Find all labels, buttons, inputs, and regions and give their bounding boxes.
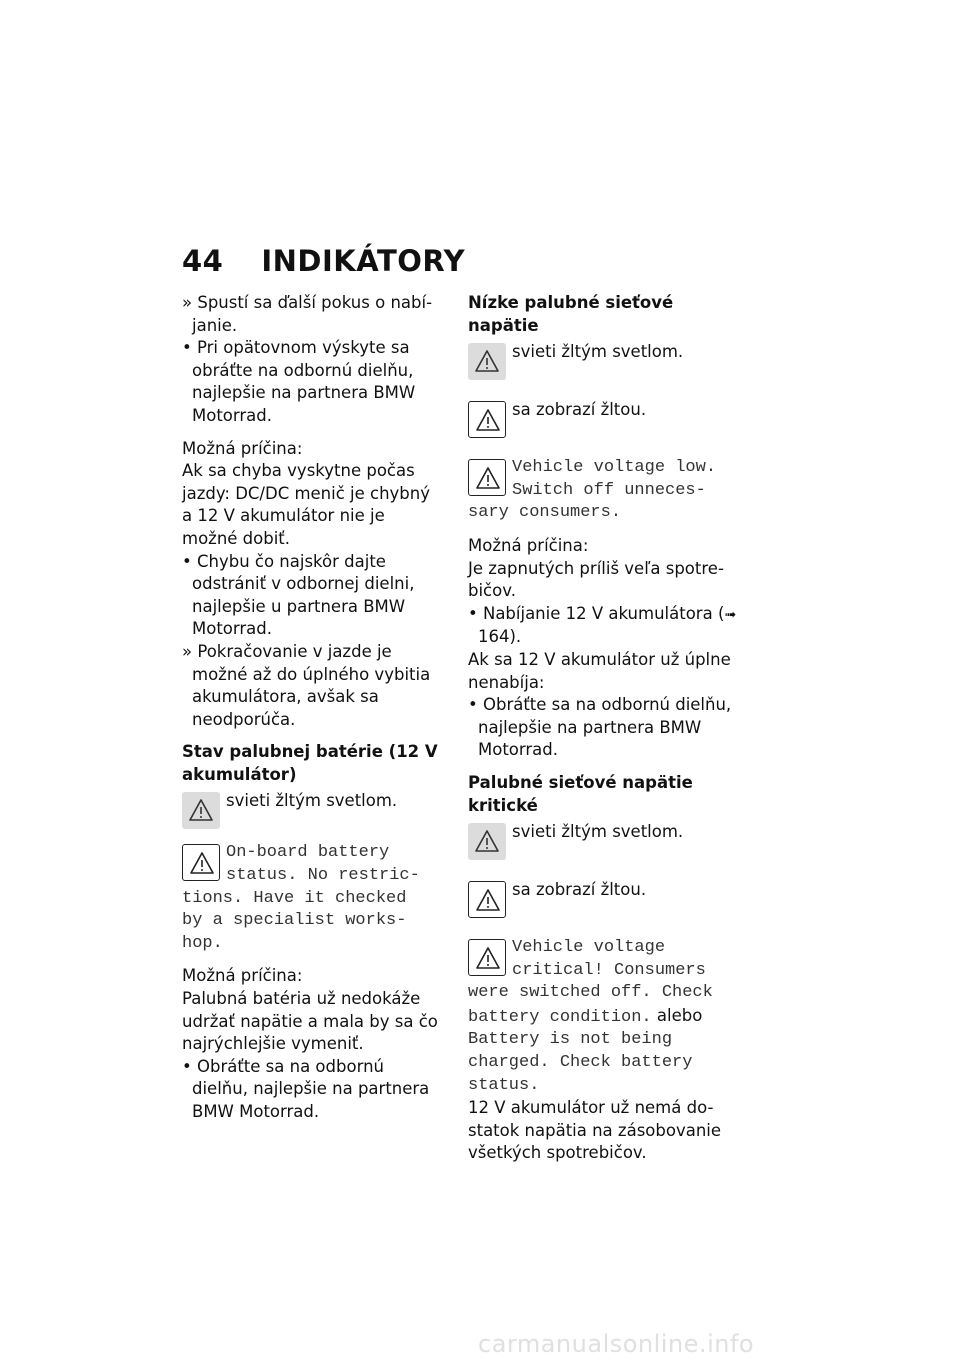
cause-label: Možná príčina: bbox=[468, 535, 589, 555]
indicator-row bbox=[468, 821, 743, 875]
section-heading: Palubné sieťové napätie kritické bbox=[468, 772, 693, 815]
explanation-text: 12 V akumulátor už nemá do-statok napätia na zásobovanie všetkých spotrebičov. bbox=[468, 1098, 722, 1163]
warning-triangle-icon bbox=[182, 792, 220, 829]
display-message: status. bbox=[468, 1075, 540, 1095]
left-column bbox=[182, 292, 444, 1124]
display-message: On-board battery bbox=[226, 843, 390, 863]
warning-triangle-icon bbox=[468, 823, 506, 860]
warning-triangle-icon bbox=[468, 881, 506, 918]
page-number: 44 bbox=[182, 244, 224, 278]
result-note: » Spustí sa ďalší pokus o nabí-janie. bbox=[182, 293, 433, 335]
page-title: INDIKÁTORY bbox=[261, 244, 466, 278]
display-message: were switched off. Check bbox=[468, 983, 713, 1003]
indicator-text: svieti žltým svetlom. bbox=[512, 822, 684, 842]
display-message: Battery is not being bbox=[468, 1030, 673, 1050]
cause-text: Je zapnutých príliš veľa spotre-bičov. bbox=[468, 558, 724, 601]
bullet-item: • Chybu čo najskôr dajte odstrániť v odbornej dielni, najlepšie u partnera BMW Motorrad. bbox=[182, 551, 415, 639]
condition-text: Ak sa 12 V akumulátor už úplne nenabíja: bbox=[468, 649, 731, 692]
indicator-row bbox=[468, 879, 743, 933]
display-message: hop. bbox=[182, 933, 223, 953]
display-message: battery condition. alebo bbox=[468, 1005, 703, 1027]
cause-label: Možná príčina: bbox=[182, 438, 303, 458]
indicator-text: sa zobrazí žltou. bbox=[512, 880, 647, 900]
indicator-text: sa zobrazí žltou. bbox=[512, 400, 647, 420]
display-message: Vehicle voltage low. bbox=[512, 458, 717, 478]
display-message: critical! Consumers bbox=[512, 960, 706, 980]
indicator-row bbox=[182, 842, 444, 955]
warning-triangle-icon bbox=[468, 939, 506, 976]
bullet-item: • Obráťte sa na odbornú dielňu, najlepšie na partnera BMW Motorrad. bbox=[182, 1056, 430, 1121]
watermark: carmanualsonline.info bbox=[478, 1330, 755, 1358]
bullet-item: • Nabíjanie 12 V akumulátora (➟ 164). bbox=[468, 603, 736, 647]
display-message: by a specialist works- bbox=[182, 911, 407, 931]
indicator-row bbox=[468, 399, 743, 453]
cause-text: Ak sa chyba vyskytne počas jazdy: DC/DC menič je chybný a 12 V akumulátor nie je možné dobiť. bbox=[182, 461, 431, 548]
indicator-text: svieti žltým svetlom. bbox=[226, 791, 398, 811]
connector-text: alebo bbox=[651, 1005, 703, 1025]
display-message: sary consumers. bbox=[468, 503, 622, 523]
result-note: » Pokračovanie v jazde je možné až do úplného vybitia akumulátora, avšak sa neodporúča. bbox=[182, 641, 431, 729]
section-heading: Stav palubnej batérie (12 V akumulátor) bbox=[182, 742, 438, 784]
section-heading: Nízke palubné sieťové napätie bbox=[468, 293, 674, 335]
display-message: Vehicle voltage bbox=[512, 938, 666, 958]
display-message: tions. Have it checked bbox=[182, 888, 407, 908]
indicator-row bbox=[468, 341, 743, 395]
warning-triangle-icon bbox=[468, 343, 506, 380]
bullet-item: • Obráťte sa na odbornú dielňu, najlepšie na partnera BMW Motorrad. bbox=[468, 695, 732, 760]
indicator-row bbox=[182, 790, 444, 838]
cause-label: Možná príčina: bbox=[182, 966, 303, 986]
right-column bbox=[468, 292, 743, 1165]
page-header bbox=[182, 244, 465, 278]
bullet-item: • Pri opätovnom výskyte sa obráťte na odbornú dielňu, najlepšie na partnera BMW Motorrad. bbox=[182, 338, 416, 425]
cause-text: Palubná batéria už nedokáže udržať napätie a mala by sa čo najrýchlejšie vymeniť. bbox=[182, 989, 438, 1054]
display-message: Switch off unneces- bbox=[512, 480, 706, 500]
warning-triangle-icon bbox=[182, 844, 220, 881]
display-message: status. No restric- bbox=[226, 866, 420, 886]
indicator-text: svieti žltým svetlom. bbox=[512, 342, 684, 362]
indicator-row bbox=[468, 937, 743, 1097]
indicator-row bbox=[468, 457, 743, 525]
page-reference-arrow-icon: ➟ bbox=[724, 606, 736, 623]
warning-triangle-icon bbox=[468, 459, 506, 496]
display-message: charged. Check battery bbox=[468, 1053, 693, 1073]
warning-triangle-icon bbox=[468, 401, 506, 438]
